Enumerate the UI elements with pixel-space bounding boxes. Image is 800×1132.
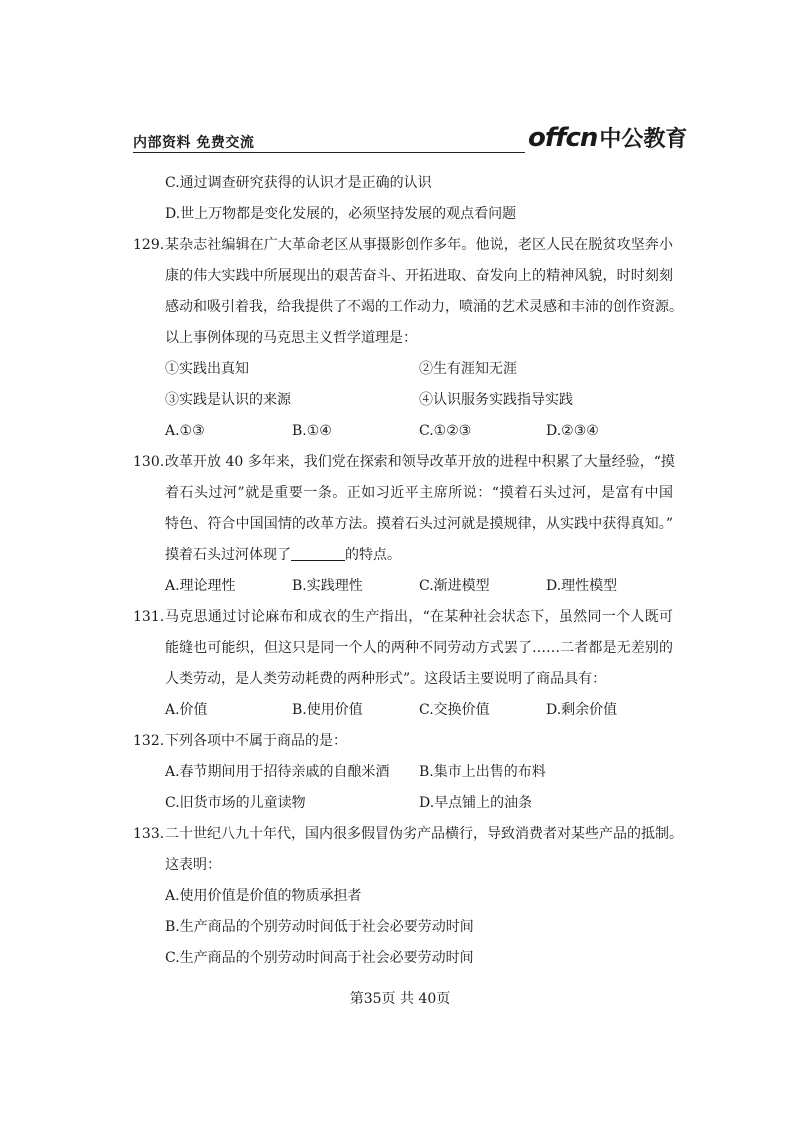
q133-stem-2: 这表明：: [165, 857, 221, 873]
q131-stem-1: 马克思通过讨论麻布和成衣的生产指出，“在某种社会状态下，虽然同一个人既可: [165, 609, 673, 625]
q131-number: 131.: [133, 609, 165, 625]
q131-option-c: C.交换价值: [419, 702, 490, 718]
q132-option-d: D.早点铺上的油条: [419, 795, 533, 811]
q129-stem-3: 感动和吸引着我，给我提供了不竭的工作动力，喷涌的艺术灵感和丰沛的创作资源。: [165, 299, 683, 315]
q132-option-b: B.集市上出售的布料: [419, 764, 546, 780]
q129-option-b: B.①④: [292, 423, 332, 439]
q130-stem-2: 着石头过河”就是重要一条。正如习近平主席所说：“摸着石头过河，是富有中国: [165, 485, 673, 501]
q133-option-b: B.生产商品的个别劳动时间低于社会必要劳动时间: [165, 919, 474, 935]
q130-line-1: [133, 447, 673, 478]
q130-option-d: D.理性模型: [546, 578, 618, 594]
q133-option-c: C.生产商品的个别劳动时间高于社会必要劳动时间: [165, 950, 474, 966]
q131-option-d: D.剩余价值: [546, 702, 618, 718]
q132-number: 132.: [133, 733, 165, 749]
q130-number: 130.: [133, 454, 165, 470]
q132-option-c: C.旧货市场的儿童读物: [165, 795, 306, 811]
q130-option-b: B.实践理性: [292, 578, 363, 594]
q129-item-1: ①实践出真知: [165, 361, 249, 377]
q130-options: [133, 571, 673, 602]
q129-option-a: A.①③: [165, 423, 205, 439]
q133-stem-1: 二十世纪八九十年代，国内很多假冒伪劣产品横行，导致消费者对某些产品的抵制。: [165, 826, 683, 842]
q133-line-1: [133, 819, 683, 850]
q129-option-d: D.②③④: [546, 423, 599, 439]
q129-item-3: ③实践是认识的来源: [165, 392, 291, 408]
q130-option-c: C.渐进模型: [419, 578, 490, 594]
q132-options-row-2: [133, 788, 673, 819]
q131-option-a: A.价值: [165, 702, 208, 718]
q130-stem-3: 特色、符合中国国情的改革方法。摸着石头过河就是摸规律，从实践中获得真知。”: [165, 516, 673, 532]
q133-option-a: A.使用价值是价值的物质承担者: [165, 888, 362, 904]
page-content: [133, 168, 683, 974]
q130-stem-1: 改革开放 40 多年来，我们党在探索和领导改革开放的进程中积累了大量经验，“摸: [165, 454, 675, 470]
q130-option-a: A.理论理性: [165, 578, 236, 594]
q129-option-c: C.①②③: [419, 423, 472, 439]
q132-options-row-1: [133, 757, 673, 788]
q133-number: 133.: [133, 826, 165, 842]
logo-cn-text: 中公教育: [599, 127, 688, 152]
q131-line-1: [133, 602, 673, 633]
q129-stem-1: 某杂志社编辑在广大革命老区从事摄影创作多年。他说，老区人民在脱贫攻坚奔小: [165, 237, 673, 253]
prev-option-c: C.通过调查研究获得的认识才是正确的认识: [165, 175, 432, 191]
q131-options: [133, 695, 673, 726]
q129-items-row-1: [133, 354, 673, 385]
q130-last-before: 摸着石头过河体现了: [165, 547, 291, 563]
q130-stem-4: [133, 540, 673, 571]
logo-en-text: offcn: [528, 123, 598, 153]
q130-last-after: 的特点。: [345, 547, 401, 563]
q130-blank: [291, 546, 345, 561]
q129-line-1: [133, 230, 673, 261]
header-label: 内部资料 免费交流: [133, 135, 255, 151]
q129-items-row-2: [133, 385, 673, 416]
q131-stem-3: 人类劳动，是人类劳动耗费的两种形式”。这段话主要说明了商品具有：: [165, 671, 607, 687]
q129-stem-2: 康的伟大实践中所展现出的艰苦奋斗、开拓进取、奋发向上的精神风貌，时时刻刻: [165, 268, 673, 284]
q131-option-b: B.使用价值: [292, 702, 363, 718]
q132-line-1: [133, 726, 673, 757]
q132-stem-1: 下列各项中不属于商品的是：: [165, 733, 347, 749]
q132-option-a: A.春节期间用于招待亲戚的自酿米酒: [165, 764, 390, 780]
prev-option-d: D.世上万物都是变化发展的，必须坚持发展的观点看问题: [165, 206, 517, 222]
q129-number: 129.: [133, 237, 165, 253]
q129-options: [133, 416, 673, 447]
q129-item-2: ②生有涯知无涯: [419, 361, 517, 377]
offcn-logo: [528, 122, 687, 153]
q131-stem-2: 能缝也可能织，但这只是同一个人的两种不同劳动方式罢了……二者都是无差别的: [165, 640, 673, 656]
page-number: 第35页 共 40页: [349, 991, 451, 1007]
header-divider: [133, 152, 525, 153]
q129-item-4: ④认识服务实践指导实践: [419, 392, 573, 408]
q129-stem-4: 以上事例体现的马克思主义哲学道理是：: [165, 330, 417, 346]
